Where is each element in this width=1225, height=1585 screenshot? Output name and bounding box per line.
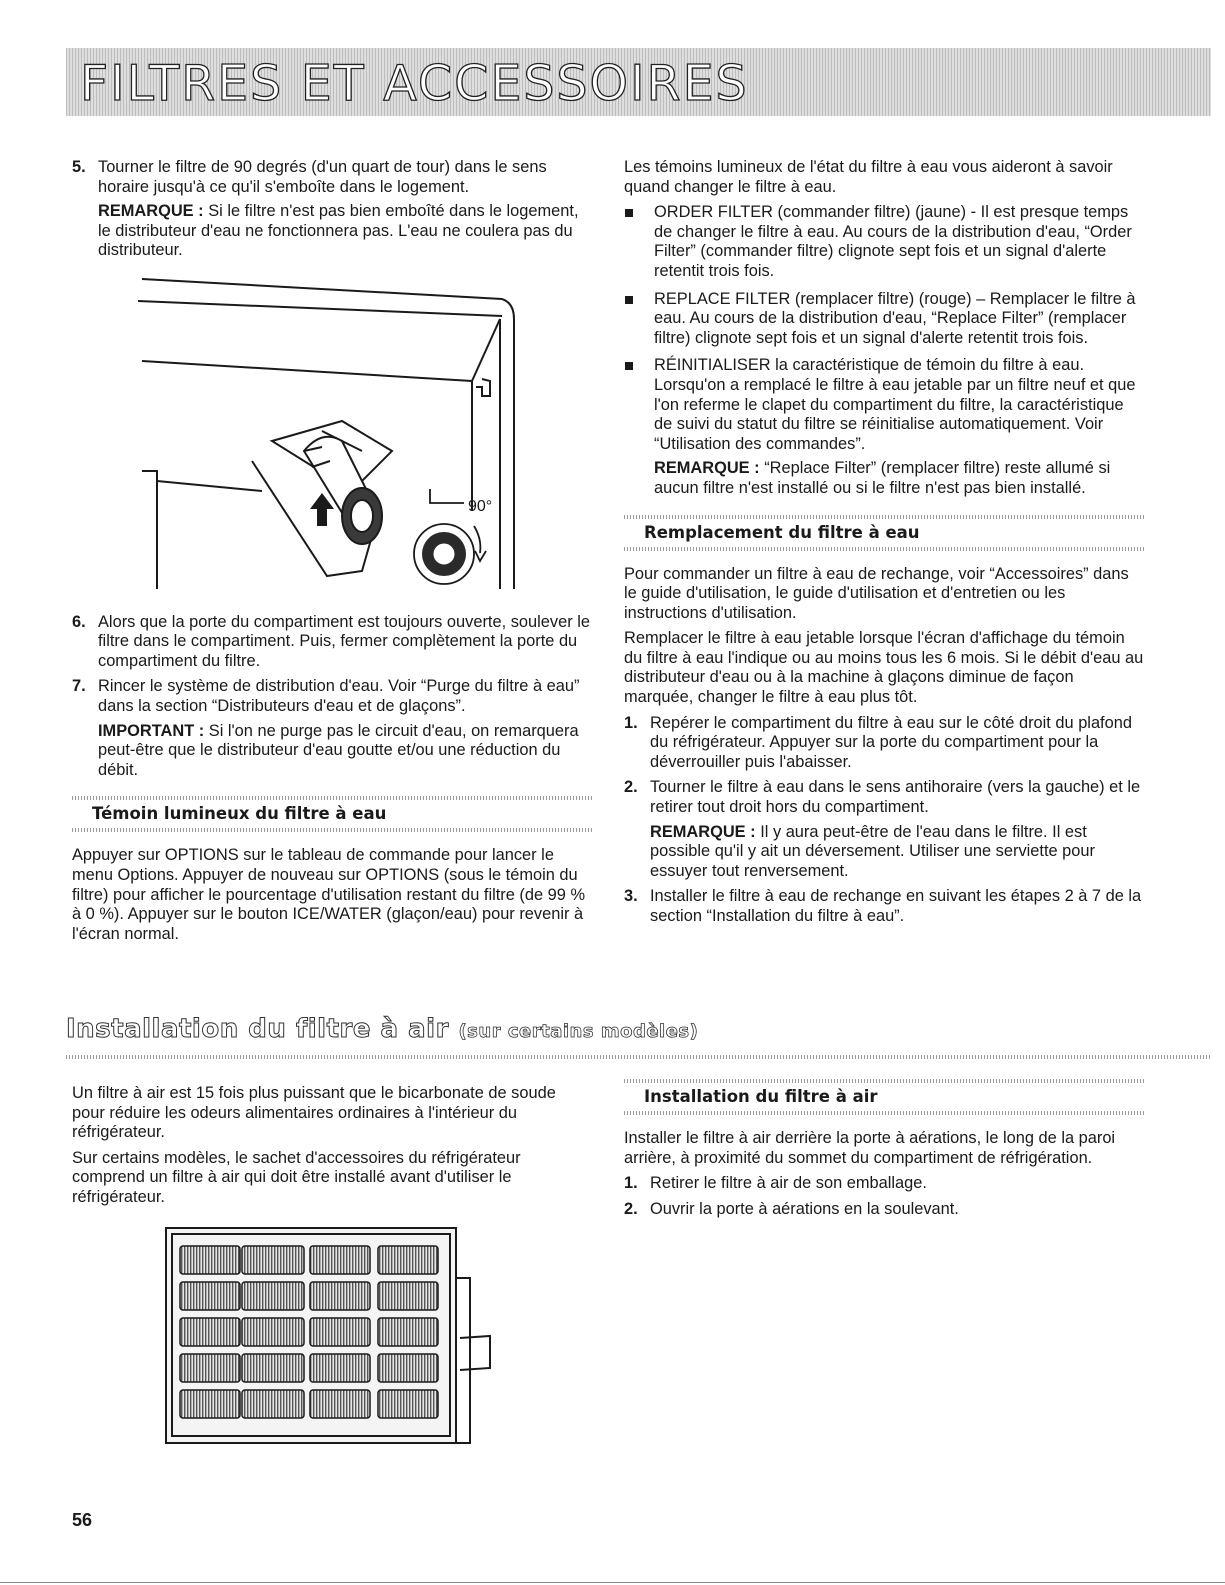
vent-slot [378,1246,438,1274]
header-banner [66,48,1211,116]
vent-slot [180,1390,240,1418]
list-item: RÉINITIALISER la caractéristique de témoin du filtre à eau. Lorsqu'on a remplacé le filtre à eau jetable par un filtre neuf et que l'on referme le clapet du compartiment du filtre, la caractéristique de suivi du statut du filtre se réinitialise automatiquement. Voir “Utilisation des commandes”. REMARQUE : “Replace Filter” (remplacer filtre) reste allumé si aucun filtre n'est installé ou si le filtre n'est pas bien installé. [624,356,1144,498]
step-2 [624,1200,1144,1220]
bottom-rule [0,1582,1225,1583]
intro-paragraph: Les témoins lumineux de l'état du filtre à eau vous aideront à savoir quand changer le filtre à eau. [624,158,1113,196]
step-number: 2. [624,778,638,797]
step-number: 7. [72,677,86,696]
step-1 [624,1174,1144,1194]
step-1 [624,714,1144,773]
vent-slot [180,1354,240,1382]
step-text: Ouvrir la porte à aérations en la soulevant. [650,1199,959,1218]
right-column [624,158,1144,933]
important-note [98,722,592,781]
filter-rotation-illustration [72,271,522,597]
step-7 [72,677,592,780]
step-text: Tourner le filtre à eau dans le sens antihoraire (vers la gauche) et le retirer tout droit hors du compartiment. [650,778,1141,817]
hatch-divider [624,515,1144,519]
bullet-icon [625,209,633,217]
step-6 [72,613,592,672]
bullet-icon [625,362,633,370]
step-number: 1. [624,713,638,732]
vent-slot [310,1354,370,1382]
vent-slot [378,1282,438,1310]
note-label: REMARQUE : [98,202,204,221]
hatch-divider [624,547,1144,551]
note [654,459,1144,498]
section-title: Témoin lumineux du filtre à eau [92,804,387,824]
step-text: Rincer le système de distribution d'eau. Voir “Purge du filtre à eau” dans la section “Distributeurs d'eau et de glaçons”. [98,677,580,715]
vent-slot [180,1318,240,1346]
step-number: 1. [624,1174,638,1193]
hatch-divider [624,1111,1144,1115]
list-item: ORDER FILTER (commander filtre) (jaune) - Il est presque temps de changer le filtre à eau. Au cours de la distribution d'eau, “Order Filter” (commander filtre) clignote sept fois et un signal d'alerte retentit trois fois. [624,203,1144,281]
step-number: 6. [72,612,86,631]
section-heading-air-install [624,1079,1144,1115]
hatch-divider [66,1055,1211,1059]
paragraph: Sur certains modèles, le sachet d'accessoires du réfrigérateur comprend un filtre à air qui doit être installé avant d'utiliser le réfrigérateur. [72,1148,521,1206]
air-filter-illustration [160,1218,505,1453]
step-text: Retirer le filtre à air de son emballage. [650,1174,927,1193]
vent-slot [310,1282,370,1310]
note [98,202,592,261]
step-number: 5. [72,158,86,176]
section-title: Installation du filtre à air (sur certains modèles) [66,1014,699,1044]
important-label: IMPORTANT : [98,721,205,740]
section-heading-temoin [72,796,592,832]
step-text: Tourner le filtre de 90 degrés (d'un quart de tour) dans le sens horaire jusqu'à ce qu'il s'emboîte dans le logement. [98,158,547,196]
section-title: Installation du filtre à air [644,1087,878,1106]
step-3 [624,887,1144,926]
vent-slot [310,1390,370,1418]
vent-slot [242,1282,304,1310]
step-5 [72,158,592,261]
step-2 [624,778,1144,881]
air-left-column [72,1084,592,1468]
hatch-divider [72,828,592,832]
important-text: Si l'on ne purge pas le circuit d'eau, on remarquera peut-être que le distributeur d'eau goutte et/ou une réduction du débit. [98,721,579,779]
rotation-degree-label: 90° [468,497,493,515]
vent-slot [180,1246,240,1274]
section-title: Remplacement du filtre à eau [644,522,920,542]
section-heading-remplacement [624,515,1144,551]
bullet-icon [625,296,633,304]
air-filter-figure [160,1218,592,1459]
page-title: FILTRES ET ACCESSOIRES [80,55,749,112]
note-text: Si le filtre n'est pas bien emboîté dans le logement, le distributeur d'eau ne fonctionnera pas. L'eau ne coulera pas du distributeur. [98,202,579,260]
vent-slot [242,1354,304,1382]
note-label: REMARQUE : [654,459,760,478]
step-number: 3. [624,887,638,906]
filter-install-figure [72,271,592,603]
note [650,823,1144,882]
vent-slot [242,1390,304,1418]
air-right-column [624,1079,1144,1225]
vent-slot [378,1390,438,1418]
paragraph: Pour commander un filtre à eau de rechange, voir “Accessoires” dans le guide d'utilisation, le guide d'utilisation et d'entretien ou les instructions d'utilisation. [624,564,1129,622]
page-number: 56 [72,1510,93,1530]
status-bullet-list [624,203,1144,498]
paragraph: Installer le filtre à air derrière la porte à aérations, le long de la paroi arrière, à proximité du sommet du compartiment de réfrigération. [624,1129,1116,1167]
vent-slot [378,1318,438,1346]
hatch-divider [624,1079,1144,1083]
step-number: 2. [624,1199,638,1218]
air-filter-section-heading [66,1012,1211,1059]
hatch-divider [72,796,592,800]
note-text: Il y aura peut-être de l'eau dans le filtre. Il est possible qu'il y ait un déversement. Utiliser une serviette pour essuyer tout renversement. [650,822,1095,880]
section-subtitle: (sur certains modèles) [458,1021,699,1042]
vent-slot [310,1318,370,1346]
paragraph: Un filtre à air est 15 fois plus puissant que le bicarbonate de soude pour réduire les odeurs alimentaires ordinaires à l'intérieur du réfrigérateur. [72,1084,556,1142]
step-text: Installer le filtre à eau de rechange en suivant les étapes 2 à 7 de la section “Installation du filtre à eau”. [650,887,1142,925]
vent-slot [310,1246,370,1274]
note-label: REMARQUE : [650,822,756,841]
paragraph: Remplacer le filtre à eau jetable lorsque l'écran d'affichage du témoin du filtre à eau l'indique ou au moins tous les 6 mois. Si le débit d'eau au distributeur d'eau ou à la machine à glaçons diminue de façon marquée, changer le filtre à eau plus tôt. [624,629,1144,707]
step-text: Alors que la porte du compartiment est toujours ouverte, soulever le filtre dans le compartiment. Puis, fermer complètement la porte du compartiment du filtre. [98,612,590,670]
vent-slot [242,1246,304,1274]
note-text: “Replace Filter” (remplacer filtre) reste allumé si aucun filtre n'est installé ou si le filtre n'est pas bien installé. [654,459,1111,497]
vent-slot [242,1318,304,1346]
vent-slot [378,1354,438,1382]
list-item: REPLACE FILTER (remplacer filtre) (rouge) – Remplacer le filtre à eau. Au cours de la distribution d'eau, “Replace Filter” (remplacer filtre) clignote sept fois et un signal d'alerte retentit trois fois. [624,290,1144,349]
vent-slot [180,1282,240,1310]
step-text: Repérer le compartiment du filtre à eau sur le côté droit du plafond du réfrigérateur. Appuyer sur la porte du compartiment pour la déverrouiller puis l'abaisser. [650,713,1132,771]
temoin-paragraph: Appuyer sur OPTIONS sur le tableau de commande pour lancer le menu Options. Appuyer de nouveau sur OPTIONS (sous le témoin du filtre) pour afficher le pourcentage d'utilisation restant du filtre (de 99 % à 0 %). Appuyer sur le bouton ICE/WATER (glaçon/eau) pour revenir à l'écran normal. [72,846,586,943]
left-column [72,158,592,950]
